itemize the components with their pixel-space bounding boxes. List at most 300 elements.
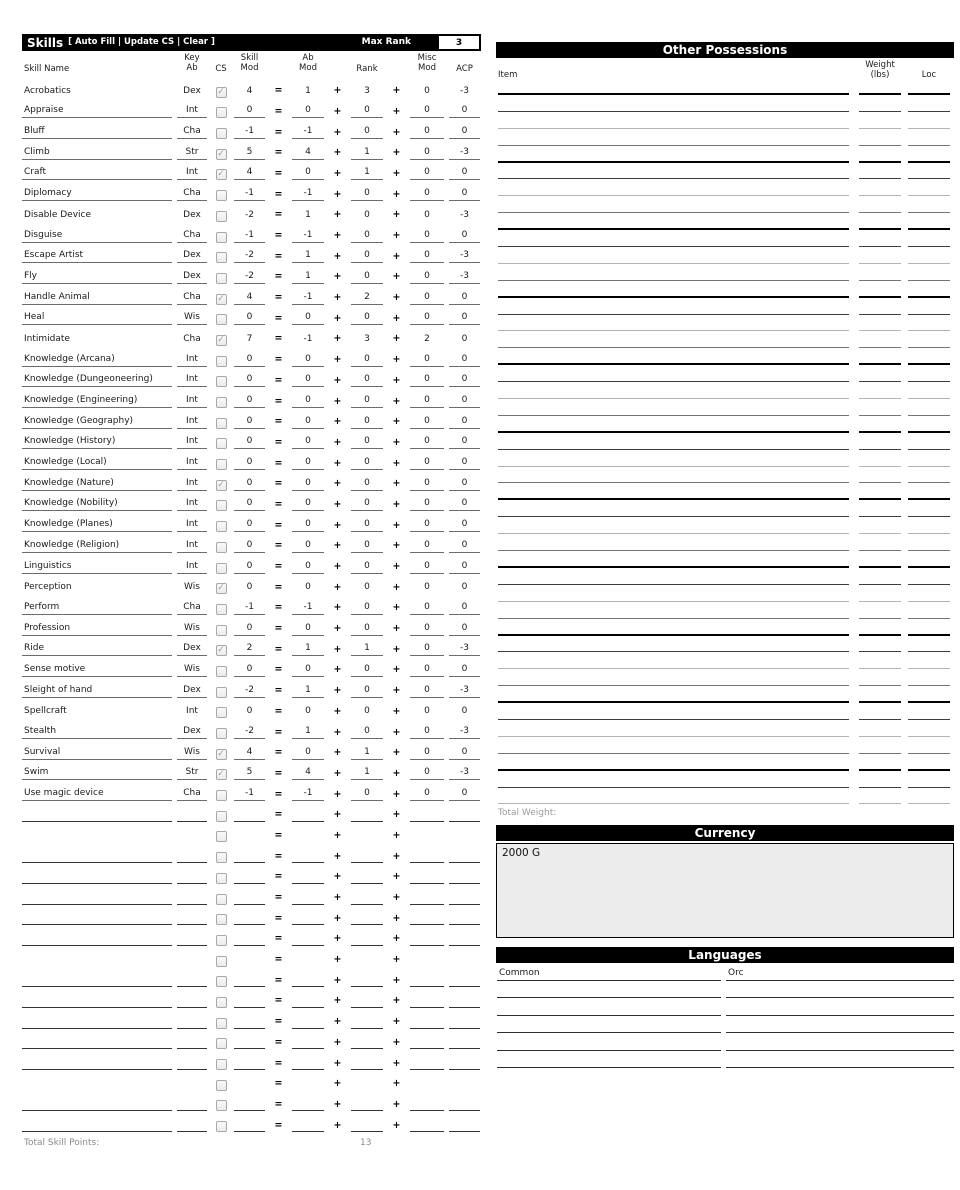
- acp-field[interactable]: 0: [449, 355, 480, 367]
- skill-mod-field[interactable]: 0: [234, 562, 265, 574]
- rank-field[interactable]: 0: [364, 582, 370, 593]
- possession-item-field[interactable]: [498, 450, 849, 467]
- possession-loc-field[interactable]: [908, 179, 950, 196]
- possession-loc-field[interactable]: [908, 298, 950, 315]
- acp-field[interactable]: 0: [449, 479, 480, 491]
- misc-mod-field[interactable]: 0: [424, 582, 430, 593]
- key-ability-field[interactable]: [177, 840, 207, 842]
- key-ability-field[interactable]: [177, 965, 207, 967]
- cs-checkbox[interactable]: [216, 914, 227, 925]
- possession-weight-field[interactable]: [859, 500, 901, 517]
- cs-checkbox[interactable]: [216, 397, 227, 408]
- misc-mod-field[interactable]: 0: [410, 168, 444, 180]
- key-ability-field[interactable]: Cha: [177, 231, 207, 243]
- misc-mod-field[interactable]: 0: [410, 127, 444, 139]
- possession-weight-field[interactable]: [859, 602, 901, 619]
- possession-item-field[interactable]: [498, 80, 849, 95]
- skill-mod-field[interactable]: [234, 1108, 265, 1111]
- skill-mod-field[interactable]: [234, 1046, 265, 1049]
- possession-loc-field[interactable]: [908, 669, 950, 686]
- key-ability-field[interactable]: [177, 902, 207, 905]
- cs-checkbox[interactable]: [216, 149, 227, 160]
- possession-loc-field[interactable]: [908, 720, 950, 737]
- possession-loc-field[interactable]: [908, 737, 950, 754]
- possession-item-field[interactable]: [498, 247, 849, 264]
- acp-field[interactable]: [449, 1046, 480, 1049]
- rank-field[interactable]: 0: [351, 499, 383, 511]
- rank-field[interactable]: 0: [351, 272, 383, 284]
- cs-checkbox[interactable]: [216, 707, 227, 718]
- misc-mod-field[interactable]: [410, 1129, 444, 1132]
- language-field[interactable]: [497, 1048, 721, 1051]
- skill-name-field[interactable]: [22, 1108, 172, 1111]
- possession-loc-field[interactable]: [908, 365, 950, 382]
- language-field[interactable]: [726, 1048, 954, 1051]
- ability-mod-field[interactable]: 0: [292, 520, 324, 532]
- language-field[interactable]: [726, 1013, 954, 1016]
- key-ability-field[interactable]: Int: [177, 541, 207, 553]
- misc-mod-field[interactable]: [410, 881, 444, 884]
- ability-mod-field[interactable]: [292, 860, 324, 863]
- skill-mod-field[interactable]: [234, 965, 265, 967]
- skill-mod-field[interactable]: -1: [234, 189, 265, 201]
- skill-mod-field[interactable]: -2: [245, 209, 254, 220]
- possession-weight-field[interactable]: [859, 467, 901, 484]
- ability-mod-field[interactable]: 1: [292, 251, 324, 263]
- key-ability-field[interactable]: Int: [177, 396, 207, 408]
- cs-checkbox[interactable]: [216, 273, 227, 284]
- ability-mod-field[interactable]: 1: [305, 85, 311, 96]
- rank-field[interactable]: 1: [351, 748, 383, 760]
- skill-mod-field[interactable]: 0: [234, 624, 265, 636]
- ability-mod-field[interactable]: [292, 1067, 324, 1070]
- acp-field[interactable]: 0: [449, 106, 480, 118]
- skill-mod-field[interactable]: -1: [234, 231, 265, 243]
- possession-weight-field[interactable]: [859, 399, 901, 416]
- possession-loc-field[interactable]: [908, 146, 950, 163]
- possession-item-field[interactable]: [498, 331, 849, 348]
- misc-mod-field[interactable]: 0: [410, 148, 444, 160]
- possession-item-field[interactable]: [498, 602, 849, 619]
- possession-weight-field[interactable]: [859, 433, 901, 450]
- rank-field[interactable]: 0: [351, 313, 383, 325]
- ability-mod-field[interactable]: 0: [292, 375, 324, 387]
- ability-mod-field[interactable]: [292, 1046, 324, 1049]
- possession-loc-field[interactable]: [908, 416, 950, 433]
- skill-name-field[interactable]: [22, 902, 172, 905]
- skill-mod-field[interactable]: 0: [234, 458, 265, 470]
- possession-item-field[interactable]: [498, 196, 849, 213]
- possession-item-field[interactable]: [498, 619, 849, 636]
- misc-mod-field[interactable]: 0: [410, 251, 444, 263]
- skill-name-field[interactable]: [22, 860, 172, 863]
- rank-field[interactable]: 1: [351, 168, 383, 180]
- cs-checkbox[interactable]: [216, 190, 227, 201]
- possession-weight-field[interactable]: [859, 112, 901, 129]
- key-ability-field[interactable]: Dex: [183, 85, 201, 96]
- rank-field[interactable]: 0: [351, 727, 383, 739]
- rank-field[interactable]: 3: [364, 333, 370, 344]
- skill-name-field[interactable]: [22, 881, 172, 884]
- skill-mod-field[interactable]: 0: [234, 520, 265, 532]
- acp-field[interactable]: 0: [449, 313, 480, 325]
- acp-field[interactable]: [449, 1005, 480, 1008]
- ability-mod-field[interactable]: 0: [292, 748, 324, 760]
- key-ability-field[interactable]: Int: [177, 417, 207, 429]
- acp-field[interactable]: 0: [449, 437, 480, 449]
- ability-mod-field[interactable]: 0: [305, 582, 311, 593]
- cs-checkbox[interactable]: [216, 521, 227, 532]
- possession-item-field[interactable]: [498, 95, 849, 112]
- possession-item-field[interactable]: [498, 703, 849, 720]
- misc-mod-field[interactable]: [410, 1026, 444, 1029]
- rank-field[interactable]: 0: [351, 603, 383, 615]
- ability-mod-field[interactable]: 1: [292, 644, 324, 656]
- possession-item-field[interactable]: [498, 636, 849, 653]
- cs-checkbox[interactable]: [216, 542, 227, 553]
- currency-input[interactable]: 2000 G: [496, 843, 954, 938]
- possession-weight-field[interactable]: [859, 551, 901, 568]
- key-ability-field[interactable]: Wis: [184, 582, 200, 593]
- acp-field[interactable]: [449, 1129, 480, 1132]
- possession-weight-field[interactable]: [859, 382, 901, 399]
- acp-field[interactable]: 0: [449, 520, 480, 532]
- rank-field[interactable]: [351, 840, 383, 842]
- possession-item-field[interactable]: [498, 382, 849, 399]
- rank-field[interactable]: 0: [351, 106, 383, 118]
- skill-mod-field[interactable]: 5: [234, 148, 265, 160]
- skill-mod-field[interactable]: -2: [234, 251, 265, 263]
- rank-field[interactable]: 3: [364, 85, 370, 96]
- misc-mod-field[interactable]: 0: [410, 665, 444, 677]
- possession-item-field[interactable]: [498, 737, 849, 754]
- key-ability-field[interactable]: Wis: [177, 665, 207, 677]
- ability-mod-field[interactable]: 0: [292, 437, 324, 449]
- possession-item-field[interactable]: [498, 754, 849, 771]
- ability-mod-field[interactable]: -1: [292, 789, 324, 801]
- rank-field[interactable]: [351, 1089, 383, 1091]
- rank-field[interactable]: [351, 1026, 383, 1029]
- cs-checkbox[interactable]: [216, 294, 227, 305]
- possession-loc-field[interactable]: [908, 619, 950, 636]
- ability-mod-field[interactable]: 1: [292, 727, 324, 739]
- cs-checkbox[interactable]: [216, 232, 227, 243]
- possession-item-field[interactable]: [498, 179, 849, 196]
- cs-checkbox[interactable]: [216, 894, 227, 905]
- acp-field[interactable]: [449, 1026, 480, 1029]
- key-ability-field[interactable]: Int: [177, 520, 207, 532]
- key-ability-field[interactable]: [177, 1046, 207, 1049]
- possession-loc-field[interactable]: [908, 230, 950, 247]
- rank-field[interactable]: 1: [351, 644, 383, 656]
- cs-checkbox[interactable]: [216, 87, 227, 98]
- misc-mod-field[interactable]: 0: [410, 541, 444, 553]
- misc-mod-field[interactable]: [410, 1108, 444, 1111]
- acp-field[interactable]: [449, 1089, 480, 1091]
- key-ability-field[interactable]: [177, 860, 207, 863]
- cs-checkbox[interactable]: [216, 1059, 227, 1070]
- skill-mod-field[interactable]: [234, 819, 265, 822]
- rank-field[interactable]: [351, 1129, 383, 1132]
- language-field[interactable]: [497, 1065, 721, 1068]
- possession-weight-field[interactable]: [859, 636, 901, 653]
- cs-checkbox[interactable]: [216, 852, 227, 863]
- cs-checkbox[interactable]: [216, 1038, 227, 1049]
- max-rank-input[interactable]: 3: [439, 36, 479, 49]
- acp-field[interactable]: -3: [449, 272, 480, 284]
- cs-checkbox[interactable]: [216, 418, 227, 429]
- skill-mod-field[interactable]: [234, 1067, 265, 1070]
- cs-checkbox[interactable]: [216, 1100, 227, 1111]
- rank-field[interactable]: 0: [351, 479, 383, 491]
- rank-field[interactable]: [351, 819, 383, 822]
- possession-item-field[interactable]: [498, 146, 849, 163]
- skill-mod-field[interactable]: [234, 1129, 265, 1132]
- misc-mod-field[interactable]: [410, 860, 444, 863]
- possession-weight-field[interactable]: [859, 213, 901, 230]
- possession-weight-field[interactable]: [859, 348, 901, 365]
- rank-field[interactable]: 0: [351, 127, 383, 139]
- rank-field[interactable]: [351, 922, 383, 925]
- skill-mod-field[interactable]: [234, 1089, 265, 1091]
- ability-mod-field[interactable]: 0: [292, 479, 324, 491]
- ability-mod-field[interactable]: 0: [292, 458, 324, 470]
- cs-checkbox[interactable]: [216, 976, 227, 987]
- acp-field[interactable]: 0: [461, 333, 468, 344]
- rank-field[interactable]: 0: [351, 437, 383, 449]
- possession-weight-field[interactable]: [859, 95, 901, 112]
- cs-checkbox[interactable]: [216, 769, 227, 780]
- skill-mod-field[interactable]: 4: [234, 293, 265, 305]
- acp-field[interactable]: 0: [449, 665, 480, 677]
- possession-loc-field[interactable]: [908, 264, 950, 281]
- cs-checkbox[interactable]: [216, 997, 227, 1008]
- possession-weight-field[interactable]: [859, 619, 901, 636]
- acp-field[interactable]: 0: [449, 127, 480, 139]
- ability-mod-field[interactable]: [292, 819, 324, 822]
- acp-field[interactable]: [449, 984, 480, 987]
- ability-mod-field[interactable]: [292, 1129, 324, 1132]
- skill-mod-field[interactable]: 0: [246, 582, 253, 593]
- rank-field[interactable]: [351, 1067, 383, 1070]
- cs-checkbox[interactable]: [216, 687, 227, 698]
- skill-mod-field[interactable]: [234, 840, 265, 842]
- ability-mod-field[interactable]: 4: [292, 768, 324, 780]
- possession-loc-field[interactable]: [908, 112, 950, 129]
- cs-checkbox[interactable]: [216, 356, 227, 367]
- possession-loc-field[interactable]: [908, 703, 950, 720]
- ability-mod-field[interactable]: [292, 902, 324, 905]
- ability-mod-field[interactable]: 0: [292, 562, 324, 574]
- acp-field[interactable]: [449, 1067, 480, 1070]
- acp-field[interactable]: -3: [449, 686, 480, 698]
- language-field[interactable]: Orc: [726, 969, 954, 981]
- misc-mod-field[interactable]: 0: [410, 624, 444, 636]
- misc-mod-field[interactable]: 0: [410, 106, 444, 118]
- cs-checkbox[interactable]: [216, 645, 227, 656]
- possession-loc-field[interactable]: [908, 517, 950, 534]
- key-ability-field[interactable]: Str: [177, 148, 207, 160]
- possession-item-field[interactable]: [498, 686, 849, 703]
- acp-field[interactable]: 0: [449, 396, 480, 408]
- misc-mod-field[interactable]: 0: [424, 209, 430, 220]
- skill-mod-field[interactable]: 0: [234, 355, 265, 367]
- possession-item-field[interactable]: [498, 568, 849, 585]
- possession-loc-field[interactable]: [908, 382, 950, 399]
- cs-checkbox[interactable]: [216, 128, 227, 139]
- key-ability-field[interactable]: Dex: [177, 272, 207, 284]
- cs-checkbox[interactable]: [216, 583, 227, 594]
- possession-weight-field[interactable]: [859, 281, 901, 298]
- rank-field[interactable]: 0: [364, 706, 370, 717]
- acp-field[interactable]: 0: [461, 582, 468, 593]
- ability-mod-field[interactable]: -1: [292, 127, 324, 139]
- possession-loc-field[interactable]: [908, 348, 950, 365]
- possession-loc-field[interactable]: [908, 399, 950, 416]
- acp-field[interactable]: 0: [449, 499, 480, 511]
- skill-mod-field[interactable]: [234, 902, 265, 905]
- misc-mod-field[interactable]: 0: [410, 293, 444, 305]
- possession-item-field[interactable]: [498, 433, 849, 450]
- misc-mod-field[interactable]: 0: [410, 189, 444, 201]
- misc-mod-field[interactable]: 0: [410, 479, 444, 491]
- skill-mod-field[interactable]: 7: [246, 333, 253, 344]
- rank-field[interactable]: 0: [351, 417, 383, 429]
- key-ability-field[interactable]: [177, 943, 207, 946]
- possession-item-field[interactable]: [498, 483, 849, 500]
- rank-field[interactable]: 0: [351, 665, 383, 677]
- possession-weight-field[interactable]: [859, 652, 901, 669]
- ability-mod-field[interactable]: 1: [292, 686, 324, 698]
- key-ability-field[interactable]: Int: [177, 168, 207, 180]
- ability-mod-field[interactable]: 0: [292, 355, 324, 367]
- possession-weight-field[interactable]: [859, 788, 901, 805]
- possession-loc-field[interactable]: [908, 331, 950, 348]
- skill-mod-field[interactable]: 4: [234, 748, 265, 760]
- possession-weight-field[interactable]: [859, 754, 901, 771]
- key-ability-field[interactable]: Dex: [177, 686, 207, 698]
- ability-mod-field[interactable]: 0: [292, 313, 324, 325]
- language-field[interactable]: [726, 1065, 954, 1068]
- skills-actions[interactable]: [ Auto Fill | Update CS | Clear ]: [68, 37, 215, 48]
- misc-mod-field[interactable]: [410, 984, 444, 987]
- possession-item-field[interactable]: [498, 281, 849, 298]
- ability-mod-field[interactable]: 0: [292, 499, 324, 511]
- possession-loc-field[interactable]: [908, 433, 950, 450]
- ability-mod-field[interactable]: [292, 1108, 324, 1111]
- misc-mod-field[interactable]: [410, 1067, 444, 1070]
- rank-field[interactable]: 0: [351, 231, 383, 243]
- rank-field[interactable]: [351, 860, 383, 863]
- rank-field[interactable]: 0: [351, 251, 383, 263]
- key-ability-field[interactable]: [177, 984, 207, 987]
- cs-checkbox[interactable]: [216, 935, 227, 946]
- acp-field[interactable]: -3: [449, 251, 480, 263]
- possession-weight-field[interactable]: [859, 517, 901, 534]
- key-ability-field[interactable]: Dex: [183, 209, 201, 220]
- language-field[interactable]: [497, 1030, 721, 1033]
- key-ability-field[interactable]: Cha: [177, 293, 207, 305]
- skill-name-field[interactable]: [22, 922, 172, 925]
- misc-mod-field[interactable]: [410, 943, 444, 946]
- skill-name-field[interactable]: [22, 1129, 172, 1132]
- ability-mod-field[interactable]: 0: [305, 706, 311, 717]
- skill-mod-field[interactable]: 0: [234, 437, 265, 449]
- cs-checkbox[interactable]: [216, 376, 227, 387]
- cs-checkbox[interactable]: [216, 873, 227, 884]
- skill-name-field[interactable]: [22, 943, 172, 946]
- ability-mod-field[interactable]: [292, 984, 324, 987]
- ability-mod-field[interactable]: [292, 1089, 324, 1091]
- skill-mod-field[interactable]: -2: [234, 727, 265, 739]
- key-ability-field[interactable]: Int: [177, 106, 207, 118]
- rank-field[interactable]: [351, 902, 383, 905]
- key-ability-field[interactable]: Wis: [177, 313, 207, 325]
- acp-field[interactable]: -3: [460, 85, 469, 96]
- possession-weight-field[interactable]: [859, 247, 901, 264]
- key-ability-field[interactable]: Int: [177, 458, 207, 470]
- key-ability-field[interactable]: Int: [177, 562, 207, 574]
- possession-item-field[interactable]: [498, 315, 849, 332]
- key-ability-field[interactable]: Int: [177, 375, 207, 387]
- cs-checkbox[interactable]: [216, 749, 227, 760]
- key-ability-field[interactable]: Cha: [177, 127, 207, 139]
- key-ability-field[interactable]: Wis: [177, 624, 207, 636]
- acp-field[interactable]: 0: [449, 231, 480, 243]
- cs-checkbox[interactable]: [216, 604, 227, 615]
- possession-weight-field[interactable]: [859, 585, 901, 602]
- skill-mod-field[interactable]: 0: [234, 106, 265, 118]
- skill-mod-field[interactable]: [234, 943, 265, 946]
- skill-mod-field[interactable]: 0: [234, 479, 265, 491]
- acp-field[interactable]: 0: [449, 375, 480, 387]
- key-ability-field[interactable]: Cha: [177, 789, 207, 801]
- possession-loc-field[interactable]: [908, 80, 950, 95]
- possession-loc-field[interactable]: [908, 483, 950, 500]
- possession-item-field[interactable]: [498, 585, 849, 602]
- possession-item-field[interactable]: [498, 365, 849, 382]
- possession-weight-field[interactable]: [859, 686, 901, 703]
- language-field[interactable]: Common: [497, 969, 721, 981]
- misc-mod-field[interactable]: 0: [410, 644, 444, 656]
- possession-weight-field[interactable]: [859, 80, 901, 95]
- skill-mod-field[interactable]: [234, 1005, 265, 1008]
- possession-loc-field[interactable]: [908, 129, 950, 146]
- rank-field[interactable]: 0: [364, 209, 370, 220]
- rank-field[interactable]: 0: [351, 189, 383, 201]
- skill-mod-field[interactable]: [234, 922, 265, 925]
- skill-name-field[interactable]: [22, 819, 172, 822]
- acp-field[interactable]: 0: [449, 624, 480, 636]
- cs-checkbox[interactable]: [216, 252, 227, 263]
- key-ability-field[interactable]: Wis: [177, 748, 207, 760]
- skill-mod-field[interactable]: 0: [234, 499, 265, 511]
- rank-field[interactable]: 2: [351, 293, 383, 305]
- rank-field[interactable]: [351, 881, 383, 884]
- skill-mod-field[interactable]: -1: [234, 603, 265, 615]
- skill-mod-field[interactable]: 0: [234, 417, 265, 429]
- misc-mod-field[interactable]: [410, 840, 444, 842]
- skill-name-field[interactable]: [22, 965, 172, 967]
- key-ability-field[interactable]: Dex: [177, 727, 207, 739]
- key-ability-field[interactable]: Str: [177, 768, 207, 780]
- ability-mod-field[interactable]: -1: [292, 603, 324, 615]
- key-ability-field[interactable]: Int: [186, 706, 198, 717]
- misc-mod-field[interactable]: [410, 922, 444, 925]
- acp-field[interactable]: 0: [449, 789, 480, 801]
- cs-checkbox[interactable]: [216, 438, 227, 449]
- misc-mod-field[interactable]: 0: [410, 789, 444, 801]
